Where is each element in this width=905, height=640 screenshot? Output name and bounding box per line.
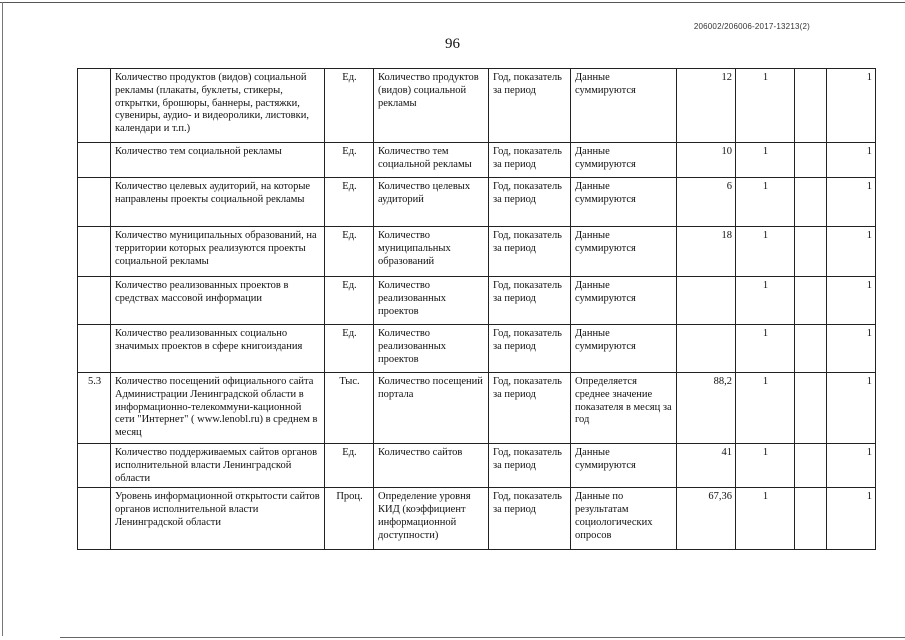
definition-cell: Количество реализованных проектов bbox=[374, 325, 489, 373]
weight-cell: 1 bbox=[827, 69, 876, 143]
definition-cell: Определение уровня КИД (коэффициент информационной доступности) bbox=[374, 488, 489, 550]
unit-cell: Ед. bbox=[325, 69, 374, 143]
unit-cell: Тыс. bbox=[325, 373, 374, 444]
method-cell: Данные суммируются bbox=[571, 277, 677, 325]
coefficient-cell: 1 bbox=[736, 277, 795, 325]
value-cell: 88,2 bbox=[677, 373, 736, 444]
document-code: 206002/206006-2017-13213(2) bbox=[693, 22, 810, 31]
indicator-name-cell: Количество посещений официального сайта Администрации Ленинградской области в информационно-телекоммуни-кационной сети "Интернет" ( www.lenobl.ru) в среднем в месяц bbox=[111, 373, 325, 444]
row-number-cell bbox=[78, 444, 111, 488]
weight-cell: 1 bbox=[827, 178, 876, 227]
period-cell: Год, показатель за период bbox=[489, 178, 571, 227]
scan-border-left bbox=[2, 2, 3, 636]
table-row bbox=[78, 143, 876, 178]
indicator-name-cell: Количество целевых аудиторий, на которые направлены проекты социальной рекламы bbox=[111, 178, 325, 227]
empty-cell bbox=[795, 277, 827, 325]
unit-cell: Ед. bbox=[325, 227, 374, 277]
coefficient-cell: 1 bbox=[736, 227, 795, 277]
indicators-table bbox=[77, 68, 876, 550]
empty-cell bbox=[795, 143, 827, 178]
table-row bbox=[78, 373, 876, 444]
method-cell: Данные суммируются bbox=[571, 444, 677, 488]
definition-cell: Количество целевых аудиторий bbox=[374, 178, 489, 227]
definition-cell: Количество тем социальной рекламы bbox=[374, 143, 489, 178]
definition-cell: Количество сайтов bbox=[374, 444, 489, 488]
value-cell: 12 bbox=[677, 69, 736, 143]
unit-cell: Ед. bbox=[325, 178, 374, 227]
row-number-cell bbox=[78, 277, 111, 325]
unit-cell: Ед. bbox=[325, 444, 374, 488]
coefficient-cell: 1 bbox=[736, 178, 795, 227]
indicator-name-cell: Количество продуктов (видов) социальной рекламы (плакаты, буклеты, стикеры, открытки, брошюры, баннеры, растяжки, сувениры, аудио- и видеоролики, листовки, календари и т.п.) bbox=[111, 69, 325, 143]
table-row bbox=[78, 488, 876, 550]
period-cell: Год, показатель за период bbox=[489, 227, 571, 277]
unit-cell: Ед. bbox=[325, 277, 374, 325]
weight-cell: 1 bbox=[827, 373, 876, 444]
unit-cell: Ед. bbox=[325, 143, 374, 178]
method-cell: Данные по результатам социологических опросов bbox=[571, 488, 677, 550]
method-cell: Данные суммируются bbox=[571, 69, 677, 143]
row-number-cell bbox=[78, 178, 111, 227]
weight-cell: 1 bbox=[827, 488, 876, 550]
indicators-table-body bbox=[78, 69, 876, 550]
row-number-cell bbox=[78, 325, 111, 373]
coefficient-cell: 1 bbox=[736, 69, 795, 143]
coefficient-cell: 1 bbox=[736, 373, 795, 444]
indicator-name-cell: Количество муниципальных образований, на территории которых реализуются проекты социальной рекламы bbox=[111, 227, 325, 277]
coefficient-cell: 1 bbox=[736, 143, 795, 178]
table-row bbox=[78, 178, 876, 227]
period-cell: Год, показатель за период bbox=[489, 69, 571, 143]
period-cell: Год, показатель за период bbox=[489, 277, 571, 325]
coefficient-cell: 1 bbox=[736, 444, 795, 488]
row-number-cell bbox=[78, 227, 111, 277]
scan-border-top bbox=[0, 2, 905, 3]
weight-cell: 1 bbox=[827, 277, 876, 325]
row-number-cell bbox=[78, 488, 111, 550]
definition-cell: Количество посещений портала bbox=[374, 373, 489, 444]
period-cell: Год, показатель за период bbox=[489, 143, 571, 178]
row-number-cell: 5.3 bbox=[78, 373, 111, 444]
table-row bbox=[78, 444, 876, 488]
value-cell: 18 bbox=[677, 227, 736, 277]
empty-cell bbox=[795, 227, 827, 277]
period-cell: Год, показатель за период bbox=[489, 325, 571, 373]
weight-cell: 1 bbox=[827, 325, 876, 373]
indicator-name-cell: Количество поддерживаемых сайтов органов исполнительной власти Ленинградской области bbox=[111, 444, 325, 488]
period-cell: Год, показатель за период bbox=[489, 444, 571, 488]
value-cell: 10 bbox=[677, 143, 736, 178]
table-row bbox=[78, 69, 876, 143]
period-cell: Год, показатель за период bbox=[489, 488, 571, 550]
definition-cell: Количество муниципальных образований bbox=[374, 227, 489, 277]
empty-cell bbox=[795, 488, 827, 550]
empty-cell bbox=[795, 373, 827, 444]
method-cell: Данные суммируются bbox=[571, 178, 677, 227]
method-cell: Данные суммируются bbox=[571, 227, 677, 277]
empty-cell bbox=[795, 178, 827, 227]
page-number: 96 bbox=[445, 36, 460, 52]
value-cell bbox=[677, 325, 736, 373]
indicator-name-cell: Уровень информационной открытости сайтов органов исполнительной власти Ленинградской области bbox=[111, 488, 325, 550]
method-cell: Данные суммируются bbox=[571, 325, 677, 373]
unit-cell: Ед. bbox=[325, 325, 374, 373]
coefficient-cell: 1 bbox=[736, 488, 795, 550]
value-cell bbox=[677, 277, 736, 325]
value-cell: 67,36 bbox=[677, 488, 736, 550]
scan-border-bottom bbox=[60, 637, 905, 638]
weight-cell: 1 bbox=[827, 143, 876, 178]
empty-cell bbox=[795, 444, 827, 488]
indicator-name-cell: Количество реализованных проектов в средствах массовой информации bbox=[111, 277, 325, 325]
indicator-name-cell: Количество тем социальной рекламы bbox=[111, 143, 325, 178]
coefficient-cell: 1 bbox=[736, 325, 795, 373]
empty-cell bbox=[795, 69, 827, 143]
empty-cell bbox=[795, 325, 827, 373]
table-row bbox=[78, 277, 876, 325]
weight-cell: 1 bbox=[827, 444, 876, 488]
row-number-cell bbox=[78, 69, 111, 143]
definition-cell: Количество реализованных проектов bbox=[374, 277, 489, 325]
unit-cell: Проц. bbox=[325, 488, 374, 550]
value-cell: 6 bbox=[677, 178, 736, 227]
method-cell: Определяется среднее значение показателя в месяц за год bbox=[571, 373, 677, 444]
table-row bbox=[78, 325, 876, 373]
table-row bbox=[78, 227, 876, 277]
weight-cell: 1 bbox=[827, 227, 876, 277]
row-number-cell bbox=[78, 143, 111, 178]
method-cell: Данные суммируются bbox=[571, 143, 677, 178]
value-cell: 41 bbox=[677, 444, 736, 488]
period-cell: Год, показатель за период bbox=[489, 373, 571, 444]
indicator-name-cell: Количество реализованных социально значимых проектов в сфере книгоиздания bbox=[111, 325, 325, 373]
definition-cell: Количество продуктов (видов) социальной рекламы bbox=[374, 69, 489, 143]
